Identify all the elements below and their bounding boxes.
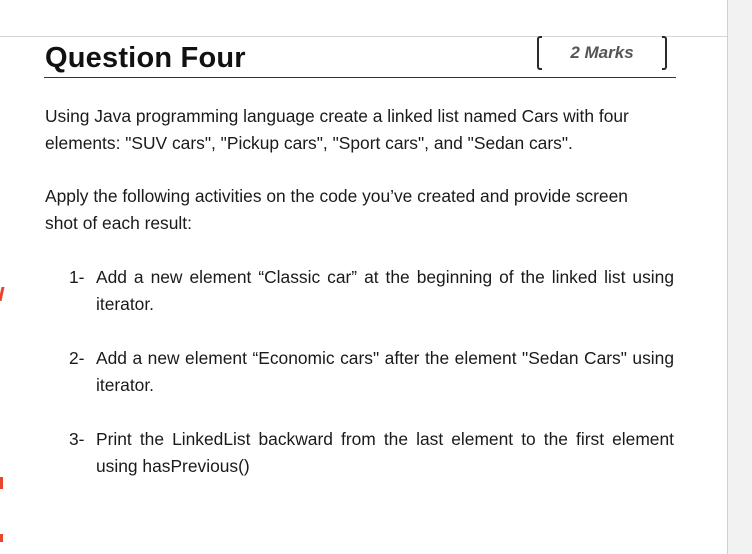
margin-annotation-mark bbox=[0, 287, 4, 301]
scrollbar-gutter[interactable] bbox=[727, 0, 752, 554]
question-title: Question Four bbox=[45, 42, 246, 74]
marks-indicator bbox=[537, 36, 667, 72]
task-text: Print the LinkedList backward from the last element to the first element using hasPrevious() bbox=[96, 429, 674, 476]
task-item bbox=[69, 345, 674, 399]
question-heading bbox=[44, 38, 676, 78]
task-item bbox=[69, 426, 674, 480]
margin-annotation-mark bbox=[0, 477, 3, 489]
task-item bbox=[69, 264, 674, 318]
task-text: Add a new element “Classic car” at the beginning of the linked list using iterator. bbox=[96, 267, 674, 314]
task-text: Add a new element “Economic cars" after the element "Sedan Cars" using iterator. bbox=[96, 348, 674, 395]
right-bracket bbox=[662, 36, 667, 70]
task-number: 1- bbox=[69, 267, 85, 287]
task-number: 3- bbox=[69, 429, 85, 449]
marks-label: 2 Marks bbox=[570, 43, 634, 62]
instruction-paragraph: Apply the following activities on the code you’ve created and provide screen shot of each result: bbox=[45, 186, 628, 233]
task-number: 2- bbox=[69, 348, 85, 368]
instruction-paragraph: Using Java programming language create a linked list named Cars with four elements: "SUV cars", "Pickup cars", "Sport cars", and "Sedan cars". bbox=[45, 106, 629, 153]
margin-annotation-mark bbox=[0, 534, 3, 542]
